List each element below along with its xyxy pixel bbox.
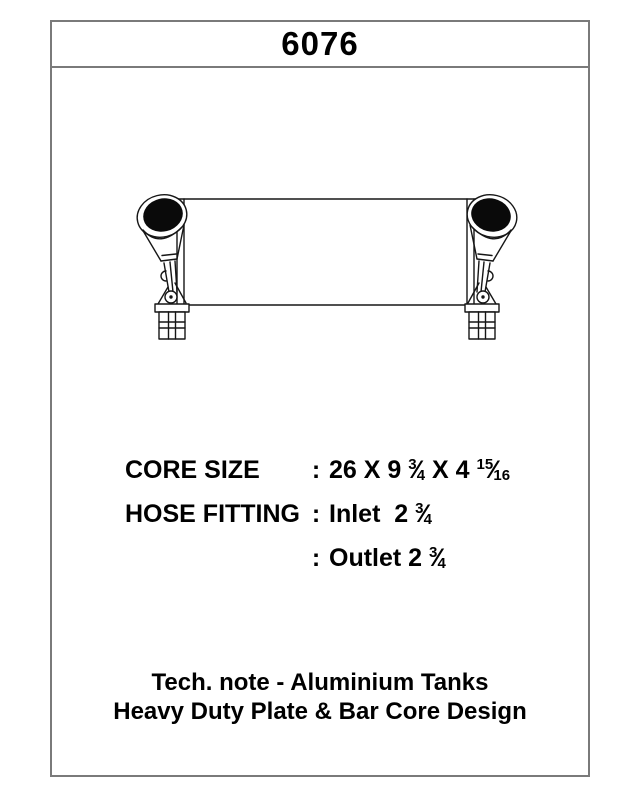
fraction-denominator: 4	[416, 467, 426, 484]
fraction-denominator: 16	[493, 467, 511, 484]
fraction-slash: ⁄	[491, 456, 496, 484]
spec-colon: :	[311, 500, 321, 528]
part-number: 6076	[281, 25, 359, 62]
spec-row-hose-fitting-inlet	[125, 500, 510, 530]
tech-note-line-2: Heavy Duty Plate & Bar Core Design	[113, 698, 527, 725]
intercooler-drawing	[130, 185, 530, 345]
fraction-slash: ⁄	[435, 544, 440, 572]
spec-value-inlet	[329, 500, 510, 529]
spec-value-outlet	[329, 544, 510, 573]
spec-label-hose-fitting: HOSE FITTING	[125, 500, 300, 528]
tech-note-line-1: Tech. note - Aluminium Tanks	[151, 669, 489, 696]
spec-colon: :	[311, 544, 321, 572]
fraction-denominator: 4	[437, 555, 446, 572]
fraction-denominator: 4	[423, 511, 433, 528]
spec-row-core-size	[125, 456, 510, 486]
core-size-text: 26 X 9	[329, 456, 409, 484]
fraction-numerator: 3	[415, 500, 424, 517]
fraction-numerator: 3	[429, 544, 438, 561]
fraction-numerator: 15	[476, 456, 494, 473]
core	[177, 199, 474, 305]
spec-value-core-size	[329, 456, 510, 485]
spec-colon: :	[311, 456, 321, 484]
intercooler-front-view-icon	[130, 185, 530, 345]
spec-table	[125, 456, 510, 588]
core-size-text: X 4	[425, 456, 477, 484]
fraction-slash: ⁄	[414, 456, 419, 484]
spec-label-core-size: CORE SIZE	[125, 456, 260, 484]
fraction-numerator: 3	[408, 456, 417, 473]
spec-row-hose-fitting-outlet	[125, 544, 510, 574]
outlet-text: Outlet 2	[329, 544, 430, 572]
fraction-slash: ⁄	[421, 500, 426, 528]
part-number-header	[52, 22, 588, 68]
inlet-text: Inlet 2	[329, 500, 416, 528]
tech-note	[52, 668, 588, 726]
page-frame	[50, 20, 590, 777]
